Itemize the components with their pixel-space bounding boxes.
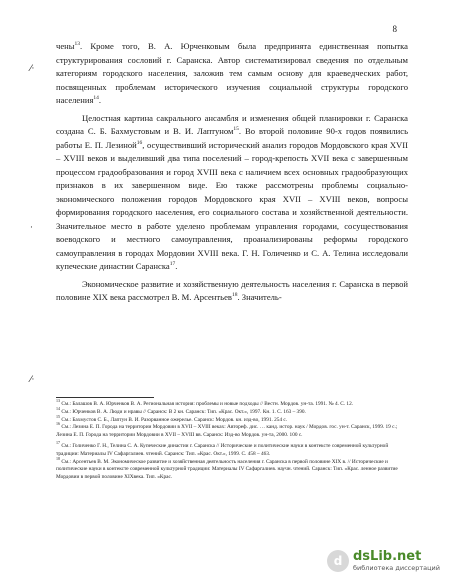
footnote [56, 421, 406, 440]
footnote-number: 14 [56, 406, 60, 412]
footnote-text: См.: Балашов В. А. Юрченков В. А. Региональная история: проблемы и новые подходы // Вестн. Мордов. ун-та. 1991. № 4. С. 12. [60, 401, 354, 407]
footnote-text: См.: Бахмустов С. Б., Лаптун В. И. Разорванное ожерелье. Саранск: Мордов. кн. изд-во, 1991. 254 с. [60, 416, 288, 423]
footnote-divider [56, 397, 154, 398]
footnote-ref: 16 [136, 139, 143, 146]
footnote-text: См.: Лезина Е. П. Города на территории Мордовии в XVII – XVIII веках: Автореф. дис. … канд. истор. наук / Мордов. гос. ун-т. Саранск, 1999. 19 с.; Лезина Е. П. Города на территории Мордовии в XVII – XVIII вв. Саранск: Изд-во Мордов. ун-та, 2000. 100 с. [56, 424, 398, 439]
footnote-ref: 18 [231, 292, 238, 299]
footnote-number: 18 [56, 455, 60, 461]
footnote [56, 440, 406, 459]
watermark[interactable] [327, 550, 440, 572]
footnotes [56, 398, 406, 482]
paragraph-text: , осуществивший исторический анализ городов Мордовского края XVII – XVIII веков и выделивший два типа поселений – город-крепость XVII века с завершенным процессом градообразования и город XVIII века с наличием всех основных градообразующих признаков в их завершенном виде. Ею также рассмотрены проблемы социально-экономического положения городов Мордовского края XVII – XVIII веков, вопросы формирования городского населения, его социального состава и хозяйственной деятельности. Значительное место в работе уделено проблемам управления городами, сосуществования воеводского и местного самоуправления, проанализированы реформы городского самоуправления в городах Мордовии XVIII века. Г. Н. Голиченко и С. А. Телина исследовали купеческие династии Саранска [56, 139, 408, 271]
paragraph-text: . Значитель- [237, 292, 282, 302]
page-number: 8 [392, 24, 397, 34]
footnote-text: См.: Арсентьев В. М. Экономическое развитие и хозяйственная деятельность населения г. Саранска в первой половине XIX в. // Исторические и политические науки в контексте современной культурной традиции: Материалы IV Сафаргалиев. научн. чтений. Саранск: Тип. «Крас. ленное развитие Мордовии в первой половине XIXвека. Тип. «Крас. [56, 458, 398, 481]
paragraph-text: Целостная картина сакрального ансамбля и изменения общей планировки г. Саранска создана С. Б. Бахмустовым и В. И. Лаптуном [56, 112, 408, 136]
footnote-ref: 14 [93, 95, 99, 102]
footnote-ref: 15 [233, 126, 239, 133]
footnote-text: См.: Голиченко Г. Н., Телина С. А. Купеческие династии г. Саранска // Исторические и политические науки в контексте современной культурной традиции: Материалы IV Сафаргалиев. чтений. Саранск: Тип. «Крас. Окт.», 1999. С. 458 – 463. [56, 442, 389, 457]
footnote [56, 406, 406, 417]
footnote-ref: 13 [74, 41, 81, 48]
paragraph [56, 40, 408, 108]
paragraph-text: Экономическое развитие и хозяйственную деятельность населения г. Саранска в первой половине XIX века рассмотрел В. М. Арсентьев [56, 278, 408, 302]
footnote-ref: 17 [169, 261, 176, 268]
paragraph [56, 278, 408, 305]
paragraph [56, 112, 408, 274]
footnote [56, 455, 406, 482]
footnote-text: См.: Юрченков В. А. Люди и нравы // Саранск: В 2 кн. Саранск: Тип. «Крас. Окт.», 1997. Кн. 1. С. 163 – 390. [60, 408, 306, 415]
footnote-number: 15 [56, 413, 60, 419]
footnote-number: 13 [56, 398, 60, 404]
dslib-logo-icon: d [327, 550, 349, 572]
watermark-title: dsLib.net [353, 549, 422, 565]
margin-mark: ⁄· [30, 64, 35, 74]
margin-mark: ⁄· [30, 375, 35, 385]
paragraph-text: . [98, 95, 102, 105]
paragraph-text: чены [56, 41, 75, 51]
main-text [56, 40, 408, 309]
margin-mark: · [30, 223, 33, 233]
watermark-subtitle: библиотека диссертаций [353, 564, 440, 573]
paragraph-text: . Кроме того, В. А. Юрченковым была предпринята единственная попытка структурирования сословий г. Саранска. Автор систематизировал сведения по отдельным категориям городского населения, заложив тем самым основу для краеведческих работ, посвященных проблемам исторического изучения социальной структуры городского населения [56, 41, 408, 105]
footnote-number: 16 [56, 421, 60, 427]
footnote-number: 17 [56, 440, 60, 446]
paragraph-text: . Во второй половине 90-х годов появились работы Е. П. Лезиной [56, 126, 408, 150]
paragraph-text: . [175, 261, 178, 271]
